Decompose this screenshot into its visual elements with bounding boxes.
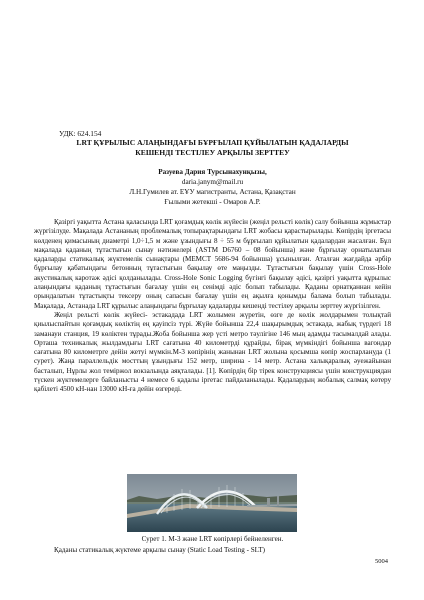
bridge-photo — [127, 474, 297, 532]
section-heading-slt: Қаданы статикалық жүктеме арқылы сынау (Static Load Testing - SLT) — [54, 546, 266, 554]
supervisor: Ғылыми жетекші - Омаров А.Р. — [164, 198, 261, 206]
author-block — [34, 167, 391, 207]
paragraph-1: Қазіргі уақытта Астана қаласында LRT қоғамдық көлік жүйесін (жеңіл рельсті көлік) салу бойынша жұмыстар жүргізілуде. Мақалада Астананың проблемалық топырақтарындағы LRT жобасы қарастырылады. Көпірдің іргетасы көлденең қимасының диаметрі 1,0÷1,5 м және ұзындығы 8 ÷ 55 м бұрғылап құйылатын қадалардан жасалған. Бұл мақалада қаданың тұтастығын сынау нәтижелері (ASTM D6760 – 08 бойынша) және бұрғылау орнатылатын қадаларды статикалық жүктемелік сынақтары (МЕМСТ 5686-94 бойынша) ұсынылған. Аталған жағдайда әрбір бұрғылау қабатындағы бетонның тұтастығын бақылау өте маңызды. Тұтастығын бақылау үшін Cross-Hole акустикалық каротаж әдісі қолданылады. Cross-Hole Sonic Logging бүгінгі бақылау әдісі, қазіргі уақытта құрылыс алаңындағы қаданың тұтастығын бағалау үшін ең сенімді әдіс болып табылады. Қаданы орнатқаннан кейін орындалатын тұтастықты тексеру оның сапасын бағалау үшін ең ақылға қонымды балама болып табылады. Мақалада, Астанада LRT құрылыс алаңындағы бұрғылау қадаларды кешенді тестілеу арқылы зерттеу жүргізілген. — [34, 218, 391, 310]
bridge-illustration — [127, 474, 297, 532]
udk-code: УДК: 624.154 — [59, 129, 102, 138]
paper-title — [34, 138, 391, 158]
title-line-2: КЕШЕНДІ ТЕСТІЛЕУ АРҚЫЛЫ ЗЕРТТЕУ — [135, 148, 290, 157]
author-name: Разуева Дария Турсынахунқызы, — [158, 168, 267, 176]
figure-caption: Сурет 1. М-3 және LRT көпірлері бейнеленген. — [141, 535, 284, 543]
paragraph-2: Жеңіл рельсті көлік жүйесі- эстакадада LRT жолымен жүретін, өзге де көлік жолдарымен толықтай қиылыспайтын қоғамдық көліктің ең қауіпсіз түрі. Жүйе бойынша 22,4 шақырымдық эстакада, жабық түрдегі 18 заманауи станция, 19 көліктен тұрады.Жоба бойынша жер үсті метро тәулігіне 146 мың адамды тасымалдай алады. Орташа техникалық жылдамдығы LRT сағатына 40 километрді құрайды, бірақ мүмкіндігі бойынша вагондар сағатына 80 километрге дейін жетуі мүмкін.М-3 көпірінің жанынан LRT жолына қосымша көпір жоспарлануда (1 сурет). Жаңа параллельдік мосттың ұзындығы 152 метр, ширина - 14 метр. Астана халықаралық әуежайынан басталып, Нұрлы жол теміржол вокзалында аяқталады. [1]. Көпірдің бір тірек конструкциясы үшін конструкциядан түскен жүктемелерге байланысты 4 немесе 6 қадалы іргетас пайдаланылады. Қадалардың жобалық салмақ көтеру қабілеті 4500 кН-нан 13000 кН-ға дейін өзгереді. — [34, 310, 391, 394]
page-number: 5004 — [375, 558, 388, 565]
body-text — [34, 218, 391, 395]
title-line-1: LRT ҚҰРЫЛЫС АЛАҢЫНДАҒЫ БҰРҒЫЛАП ҚҰЙЫЛАТЫН ҚАДАЛАРДЫ — [76, 138, 349, 147]
author-email[interactable]: daria.janym@mail.ru — [181, 178, 244, 186]
author-affiliation: Л.Н.Гумилев ат. ЕҰУ магистранты, Астана, Қазақстан — [129, 188, 296, 196]
